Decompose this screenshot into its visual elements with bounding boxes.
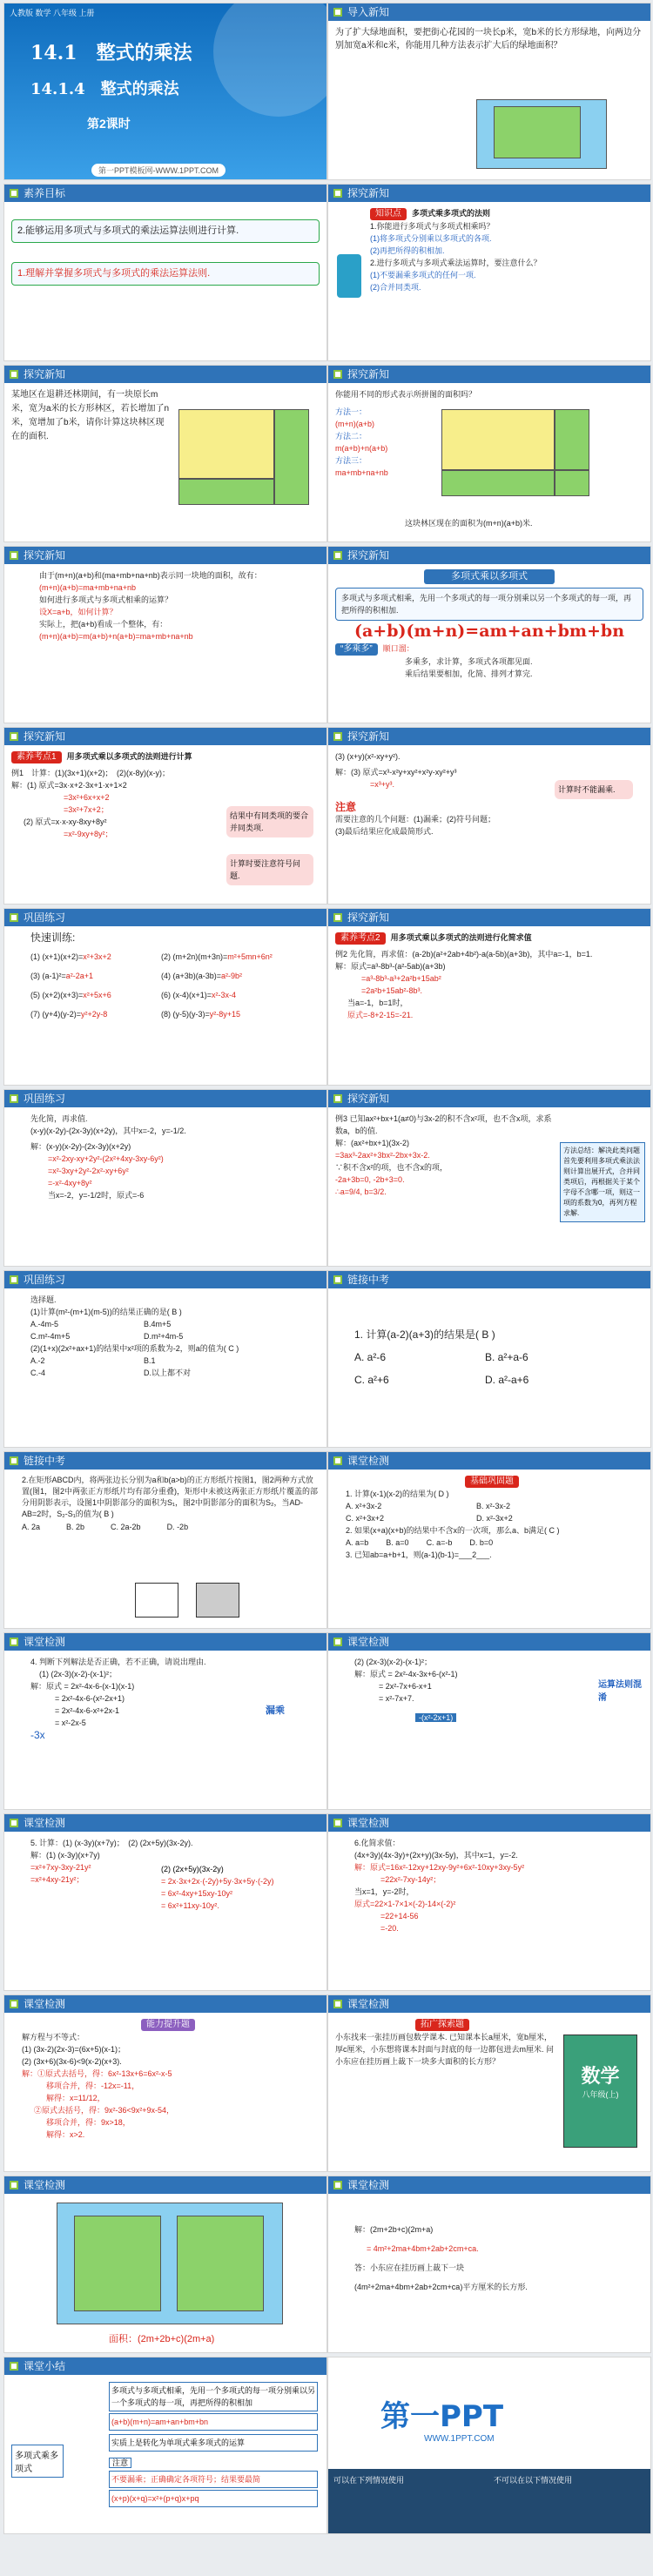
q2-option-c[interactable]: C.-4 [30, 1369, 46, 1377]
sol-line-1: 解：(x-y)(x-2y)-(2x-3y)(x+2y) [30, 1142, 131, 1151]
answer-1a: (1)将多项式分别乘以多项式的各项. [370, 234, 492, 243]
header-icon [10, 732, 18, 741]
slide-header: 巩固练习 [24, 911, 66, 924]
usage-forbidden: 不可以在以下情况使用 [494, 2476, 573, 2485]
sol-line-2: = 2x²-4x-6-(x²-2x+1) [55, 1694, 125, 1703]
slide-derivation[interactable] [3, 546, 327, 723]
method-2-label: 方法二： [335, 432, 367, 441]
deriv-substitution: 设X=a+b，如何计算？ [39, 608, 118, 616]
q2: (2) (m+2n)(m+3n)= [161, 952, 228, 961]
slide-header: 课堂检测 [347, 1455, 390, 1467]
tip-pill: “多乘多” [335, 643, 378, 656]
sol-line-3: 解得：x=11/12， [46, 2094, 105, 2102]
error-tag: 漏乘 [266, 1705, 285, 1716]
header-icon [333, 913, 342, 922]
summary-formula: (a+b)(m+n)=am+an+bm+bn [109, 2413, 318, 2431]
calc-prompt: 5. 计算：(1) (x-3y)(x+7y)； (2) (2x+5y)(3x-2y). [30, 1839, 193, 1847]
book-problem: 小东找来一张挂历画包数学课本. 已知课本长a厘米，宽b厘米，厚c厘米，小东想将课本封面与封底的每一边都包进去m厘米. 问小东应在挂历画上裁下一块多大面积的长方形？ [335, 2033, 554, 2066]
option-d[interactable]: D. a²-a+6 [485, 1374, 529, 1386]
sol-line-3: =x²+4xy-21y²； [30, 1875, 84, 1884]
brand-url[interactable]: WWW.1PPT.COM [424, 2434, 495, 2444]
slide-judge1[interactable] [3, 1632, 327, 1810]
sol-line-5: 当x=-2，y=-1/2时，原式=-6 [48, 1191, 145, 1200]
header-icon [333, 189, 342, 198]
sol-line-3: = 2x²-4x-6-x²+2x-1 [55, 1706, 120, 1715]
slide-exam1[interactable] [327, 1270, 651, 1448]
a4: a²-9b² [221, 972, 243, 980]
q1-option-a[interactable]: A.-4m-5 [30, 1320, 59, 1328]
slide-methods[interactable] [327, 365, 651, 542]
answer-line-1: 答：小东应在挂历画上裁下一块 [354, 2263, 465, 2272]
sol-line-5: 移项合并，得：9x>18， [46, 2118, 131, 2127]
sol-line-2: =x²-2xy-xy+2y²-(2x²+4xy-3xy-6y²) [48, 1154, 164, 1163]
method-3-formula: ma+mb+na+nb [335, 468, 388, 477]
sol-line-1: 解：①原式去括号，得：6x²-13x+6=6x²-x-5 [22, 2069, 172, 2078]
lesson-label: 第2课时 [87, 117, 131, 131]
slide-equation[interactable] [3, 1994, 327, 2172]
a2: m²+5mn+6n² [227, 952, 273, 961]
q4: (4) (a+3b)(a-3b)= [161, 972, 222, 980]
rule-title: 多项式乘以多项式 [424, 569, 555, 584]
sol-line-6: 解得：x>2. [46, 2130, 85, 2139]
area-nb [555, 470, 589, 496]
a5: x²+5x+6 [83, 991, 111, 999]
slide-example1-cont[interactable] [327, 727, 651, 905]
q1-option-b[interactable]: B.4m+5 [144, 1320, 172, 1328]
header-icon [10, 370, 18, 379]
slide-book-solution[interactable] [327, 2176, 651, 2353]
figure-1 [135, 1583, 178, 1618]
eq-part1: (1) (3x-2)(2x-3)=(6x+5)(x-1)； [22, 2045, 126, 2054]
a6: x²-3x-4 [212, 991, 237, 999]
sol-line-5: =x²-9xy+8y²； [64, 830, 113, 838]
example-prompt: 例2 先化简，再求值：(a-2b)(a²+2ab+4b²)-a(a-5b)(a+3b)，其中a=-1，b=1. [335, 950, 593, 958]
q8: (8) (y-5)(y-3)= [161, 1010, 210, 1019]
sol-line-3: ∵积不含x²的项，也不含x的项， [335, 1163, 448, 1172]
footer-url[interactable]: 第一PPT模板网-WWW.1PPT.COM [91, 164, 226, 177]
sol-line-4: (2) 原式=x·x-xy-8xy+8y² [24, 817, 107, 826]
slide-header: 探究新知 [24, 730, 66, 743]
option-a[interactable]: A. 2a [22, 1523, 41, 1531]
sol-line-2: 移项合并，得：-12x=-11， [46, 2082, 140, 2090]
slide-book-diagram[interactable] [3, 2176, 327, 2353]
practice-title: 快速训练: [30, 932, 76, 944]
q3: (3) (a-1)²= [30, 972, 66, 980]
chapter-title: 14.1 整式的乘法 [30, 42, 192, 64]
note-omit: 计算时不能漏乘. [555, 780, 633, 799]
sol-line-1: 解：原式=16x²-12xy+12xy-9y²+6x²-10xy+3xy-5y² [354, 1863, 525, 1872]
forest-original [178, 409, 274, 479]
q1-option-c[interactable]: C.m²-4m+5 [30, 1332, 71, 1341]
goal-1: 1.理解并掌握多项式与多项式的乘法运算法则. [11, 262, 320, 286]
judge-part1: (1) (2x-3)(x-2)-(x-1)²； [39, 1670, 117, 1678]
method-2-formula: m(a+b)+n(a+b) [335, 444, 388, 453]
decor-circle [213, 3, 327, 117]
a3: a²-2a+1 [65, 972, 94, 980]
sol-line-2: =x²+7xy-3xy-21y² [30, 1863, 91, 1872]
warning-1: 需要注意的几个问题：(1)漏乘；(2)符号问题； [335, 815, 496, 824]
slide-header: 课堂检测 [24, 1636, 66, 1648]
book-grade: 八年级(上) [582, 2090, 619, 2099]
slide-exam2[interactable] [3, 1451, 327, 1629]
sol-line-1: 解：(1) (x-3y)(x+7y) [30, 1851, 100, 1860]
slide-header: 导入新知 [347, 6, 390, 18]
sol-line-5: =22+14-56 [380, 1912, 419, 1920]
slide-header: 课堂检测 [347, 2179, 390, 2191]
sol-line-1: 解：原式=a³-8b³-(a²-5ab)(a+3b) [335, 962, 446, 971]
judge-prompt: 4. 判断下列解法是否正确，若不正确，请说出理由. [30, 1658, 206, 1666]
q2-a[interactable]: A. a=b [346, 1538, 369, 1547]
sol-line-1: 解：(2m+2b+c)(2m+a) [354, 2225, 434, 2234]
level-tag: 拓广探索题 [415, 2019, 469, 2031]
q2-c[interactable]: C. a=-b [426, 1538, 453, 1547]
q1: (1) (x+1)(x+2)= [30, 952, 84, 961]
slide-header: 素养目标 [24, 187, 66, 199]
header-icon [10, 1094, 18, 1103]
slide-header: 课堂检测 [24, 2179, 66, 2191]
correction: -(x²-2x+1) [415, 1713, 456, 1722]
figure-2 [196, 1583, 239, 1618]
header-icon [333, 1094, 342, 1103]
header-icon [333, 2000, 342, 2008]
sol-line-2: =22x²-7xy-14y²； [380, 1875, 441, 1884]
q5: (5) (x+2)(x+3)= [30, 991, 84, 999]
slide-book[interactable] [327, 1994, 651, 2172]
error-tag: 运算法则混淆 [598, 1680, 642, 1703]
deriv-question: 如何进行多项式与多项式相乘的运算？ [39, 595, 173, 604]
option-b[interactable]: B. 2b [66, 1523, 85, 1531]
q2: 2. 如果(x+a)(x+b)的结果中不含x的一次项，那么a、b满足( C ) [346, 1526, 560, 1535]
sol-line-4: ②原式去括号，得：9x²-36<9x²+9x-54， [34, 2106, 175, 2115]
part2-block [161, 1863, 322, 1912]
summary-root: 多项式乘多项式 [11, 2445, 64, 2478]
slide-header: 探究新知 [347, 1093, 390, 1105]
warning-label: 注意 [335, 801, 357, 813]
rule-text: 多项式与多项式相乘，先用一个多项式的每一项分别乘以另一个多项式的每一项，再把所得的积相加. [335, 588, 643, 621]
sol-line-4: (2) (2x+5y)(3x-2y) [161, 1865, 224, 1873]
tip-line-1: 多乘多，求计算，多项式各项都见面. [405, 657, 533, 666]
header-icon [333, 1819, 342, 1827]
slide-intro[interactable] [327, 3, 651, 180]
usage-allowed: 可以在下列情况使用 [333, 2476, 405, 2485]
header-icon [10, 189, 18, 198]
slide-example3[interactable] [327, 1089, 651, 1267]
slide-judge2[interactable] [327, 1632, 651, 1810]
sol-line-4: = x²-2x-5 [55, 1718, 86, 1727]
header-icon [333, 370, 342, 379]
tip-line-2: 乘后结果要相加，化简、排列才算完. [405, 669, 533, 678]
deriv-identity: (m+n)(a+b)=ma+mb+na+nb [39, 583, 137, 592]
deriv-line-5: 实际上，把(a+b)看成一个整体，有： [39, 620, 168, 629]
correction: -3x [30, 1729, 45, 1741]
sol-line-6: = 6x²-4xy+15xy-10y² [161, 1889, 233, 1898]
header-icon [333, 1638, 342, 1646]
answer-2a: (1)不要漏乘多项式的任何一项. [370, 271, 476, 279]
slide-title[interactable] [3, 3, 327, 180]
area-na [555, 409, 589, 470]
slide-example2[interactable] [327, 908, 651, 1086]
topic-title: 用多项式乘以多项式的法则进行化简求值 [390, 933, 532, 942]
summary-rule: 多项式与多项式相乘，先用一个多项式的每一项分别乘以另一个多项式的每一项，再把所得的积相加 [109, 2382, 318, 2411]
header-icon [10, 1819, 18, 1827]
slide-header: 探究新知 [347, 187, 390, 199]
answer-line-2: (4m²+2ma+4bm+2ab+2cm+ca)平方厘米的长方形. [354, 2283, 528, 2291]
a1: x²+3x+2 [83, 952, 111, 961]
example-prompt: 例3 已知ax²+bx+1(a≠0)与3x-2的积不含x²项，也不含x项，求系数a，b的值. [335, 1114, 552, 1135]
q2-b[interactable]: B. a=0 [386, 1538, 409, 1547]
part3-prompt: (3) (x+y)(x²-xy+y²). [335, 752, 401, 761]
exam-question: 2.在矩形ABCD内，将两张边长分别为a和b(a>b)的正方形纸片按图1，图2两种方式放置(图1，图2中两张正方形纸片均有部分重叠)，矩形中未被这两张正方形纸片覆盖的部分用阴影表示，设图1中阴影部分的面积为S₁，图2中阴影部分的面积为S₂，当AD-AB=2时，S₂-S₁的值为( B ) [22, 1476, 319, 1518]
sol-line-2: =3x²+6x+x+2 [64, 793, 110, 802]
slide-header: 课堂检测 [347, 1998, 390, 2010]
sol-line-3: = x²-7x+7. [379, 1694, 414, 1703]
calc-title: 6.化简求值： [354, 1839, 401, 1847]
sol-line-7: = 6x²+11xy-10y². [161, 1901, 219, 1910]
slide-header: 探究新知 [347, 730, 390, 743]
sol-line-4: 当a=-1，b=1时， [347, 999, 408, 1007]
note-combine: 结果中有同类项的要合并同类项. [226, 806, 313, 837]
sol-line-1: 解：原式 = 2x²-4x-3x+6-(x²-1) [354, 1670, 458, 1678]
header-icon [333, 732, 342, 741]
method-summary: 方法总结：解决此类问题首先要利用多项式乘法法则计算出展开式，合并同类项后，再根据关于某个字母不含哪一项，则这一项的系数为0，再列方程求解. [560, 1142, 645, 1222]
slide-rule[interactable] [327, 546, 651, 723]
sol-line-4: 原式=22×1-7×1×(-2)-14×(-2)² [354, 1900, 456, 1908]
slide-example1[interactable] [3, 727, 327, 905]
sol-line-5: = 2x·3x+2x·(-2y)+5y·3x+5y·(-2y) [161, 1877, 274, 1886]
forest-text: 某地区在退耕还林期间，有一块原长m米，宽为a米的长方形林区，若长增加了n米，宽增加了b米，请你计算这块林区现在的面积. [11, 390, 170, 441]
slide-header: 链接中考 [24, 1455, 66, 1467]
slide-header: 课堂检测 [347, 1817, 390, 1829]
answer-2b: (2)合并同类项. [370, 283, 421, 292]
intro-text: 为了扩大绿地面积，要把街心花园的一块长p米，宽b米的长方形绿地，向两边分别加宽a米和c米，你能用几种方法表示扩大后的绿地面积？ [335, 28, 642, 50]
part3-sol-2: =x³+y³. [370, 780, 395, 789]
sol-line-3: =2a²b+15ab²-8b³. [361, 986, 423, 995]
slide-end[interactable] [327, 2357, 651, 2534]
topic-pill: 素养考点1 [11, 751, 62, 763]
header-icon [10, 551, 18, 560]
cover-back [177, 2216, 264, 2311]
header-icon [10, 2362, 18, 2371]
part3-sol-1: 解：(3) 原式=x³-x²y+xy²+x²y-xy²+y³ [335, 768, 457, 777]
slide-goals[interactable] [3, 184, 327, 361]
sol-line-4: =-x²-4xy+8y² [48, 1179, 92, 1187]
example-prompt: 例1 计算：(1)(3x+1)(x+2)； (2)(x-8y)(x-y)； [11, 769, 171, 777]
area-mb [441, 470, 555, 496]
calc-prompt: (4x+3y)(4x-3y)+(2x+y)(3x-5y)，其中x=1，y=-2. [354, 1851, 518, 1860]
header-icon [10, 1275, 18, 1284]
slide-basic[interactable] [327, 1451, 651, 1629]
slide-header: 探究新知 [347, 911, 390, 924]
brand-logo: 第一PPT [380, 2399, 504, 2434]
simplify-prompt: (x-y)(x-2y)-(2x-3y)(x+2y)，其中x=-2，y=-1/2. [30, 1127, 186, 1135]
slide-header: 课堂检测 [24, 1817, 66, 1829]
sol-line-3: 当x=1，y=-2时， [354, 1887, 414, 1896]
sol-line-1: 解：(1) 原式=3x·x+2·3x+1·x+1×2 [11, 781, 127, 790]
q2-d[interactable]: D. b=0 [469, 1538, 494, 1547]
header-icon [333, 1456, 342, 1465]
cover-front [74, 2216, 161, 2311]
header-icon [333, 8, 342, 17]
answer-1b: (2)再把所得的积相加. [370, 246, 445, 255]
q2-option-d[interactable]: D.以上都不对 [144, 1369, 192, 1377]
slide-forest[interactable] [3, 365, 327, 542]
slide-header: 课堂检测 [347, 1636, 390, 1648]
header-icon [10, 1456, 18, 1465]
section-title: 14.1.4 整式的乘法 [30, 80, 179, 98]
sol-line-3: =3x²+7x+2； [64, 805, 109, 814]
sol-line-1: 解：(ax²+bx+1)(3x-2) [335, 1139, 410, 1147]
topic-pill: 素养考点2 [335, 932, 386, 945]
slide-header: 探究新知 [347, 368, 390, 380]
option-a[interactable]: A. a²-6 [354, 1351, 387, 1363]
knowledge-pill: 知识点 [370, 208, 407, 220]
slide-rule-intro[interactable] [327, 184, 651, 361]
exam-question: 1. 计算(a-2)(a+3)的结果是( B ) [354, 1328, 495, 1341]
choice-title: 选择题. [30, 1295, 57, 1304]
header-icon [10, 1638, 18, 1646]
warning-2: (3)最后结果应化成最简形式. [335, 827, 434, 836]
thinking-icon [337, 254, 361, 298]
slide-calc5[interactable] [3, 1813, 327, 1991]
q2-option-b[interactable]: B.1 [144, 1356, 156, 1365]
slide-header: 巩固练习 [24, 1093, 66, 1105]
q7: (7) (y+4)(y-2)= [30, 1010, 82, 1019]
q1-a[interactable]: A. x²+3x-2 [346, 1502, 382, 1510]
slide-summary[interactable] [3, 2357, 327, 2534]
summary-cautions: 不要漏乘；正确确定各项符号；结果要最简 [109, 2471, 318, 2488]
summary-special: (x+p)(x+q)=x²+(p+q)x+pq [109, 2490, 318, 2507]
q1-d[interactable]: D. x²-3x+2 [476, 1514, 513, 1523]
goal-2: 2.能够运用多项式与多项式的乘法运算法则进行计算. [11, 219, 320, 243]
question-2: 2.进行多项式与多项式乘法运算时，要注意什么？ [370, 259, 542, 267]
sol-line-2: = 2x²-7x+6-x+1 [379, 1682, 432, 1691]
slide-header: 课堂检测 [24, 1998, 66, 2010]
header-icon [333, 551, 342, 560]
choice-q2: (2)(1+x)(2x²+ax+1)的结果中x²项的系数为-2，则a的值为( C ) [30, 1344, 239, 1353]
slide-header: 探究新知 [24, 368, 66, 380]
header-icon [10, 913, 18, 922]
slide-header: 巩固练习 [24, 1274, 66, 1286]
option-c[interactable]: C. a²+6 [354, 1374, 389, 1386]
slide-header: 探究新知 [24, 549, 66, 562]
q1: 1. 计算(x-1)(x-2)的结果为( D ) [346, 1490, 449, 1498]
forest-extend-n [274, 409, 309, 505]
option-c[interactable]: C. 2a-2b [111, 1523, 141, 1531]
method-3-label: 方法三： [335, 456, 367, 465]
eq-part2: (2) (3x+6)(3x-6)<9(x-2)(x+3). [22, 2057, 122, 2066]
tip-label: 顺口溜： [382, 644, 414, 653]
sol-line-2: =3ax³-2ax²+3bx²-2bx+3x-2. [335, 1151, 430, 1160]
deriv-expansion: (m+n)(a+b)=m(a+b)+n(a+b)=ma+mb+na+nb [39, 632, 193, 641]
summary-essence: 实质上是转化为单项式乘多项式的运算 [109, 2434, 318, 2452]
q1-b[interactable]: B. x²-3x-2 [476, 1502, 511, 1510]
simplify-title: 先化简，再求值. [30, 1114, 88, 1123]
area-caption: 面积：(2m+2b+c)(2m+a) [109, 2334, 215, 2344]
sol-line-6: =-20. [380, 1924, 399, 1933]
methods-conclusion: 这块林区现在的面积为(m+n)(a+b)米. [405, 519, 533, 528]
book-tag: 人教版 数学 八年级 上册 [10, 9, 95, 17]
rule-formula: (a+b)(m+n)=am+an+bm+bn [353, 622, 625, 641]
sol-line-5: 原式=-8+2-15=-21. [347, 1011, 414, 1019]
book-title: 数学 [581, 2065, 620, 2087]
slide-practice[interactable] [3, 908, 327, 1086]
area-ma [441, 409, 555, 470]
deriv-line-1: 由于(m+n)(a+b)和(ma+mb+na+nb)表示同一块地的面积，故有： [39, 571, 262, 580]
q2-option-a[interactable]: A.-2 [30, 1356, 45, 1365]
sol-line-2: = 4m²+2ma+4bm+2ab+2cm+ca. [367, 2244, 479, 2253]
slide-header: 课堂小结 [24, 2360, 66, 2372]
level-tag: 基础巩固题 [465, 1476, 519, 1488]
method-1-formula: (m+n)(a+b) [335, 420, 375, 428]
header-icon [333, 2181, 342, 2189]
q1-option-d[interactable]: D.m²+4m-5 [144, 1332, 184, 1341]
slide-header: 探究新知 [347, 549, 390, 562]
method-1-label: 方法一： [335, 407, 367, 416]
topic-title: 用多项式乘以多项式的法则进行计算 [66, 752, 192, 761]
usage-bar [328, 2469, 650, 2533]
slide-simplify[interactable] [3, 1089, 327, 1267]
question-1: 1.你能进行多项式与多项式相乘吗？ [370, 222, 495, 231]
book-cover [563, 2035, 637, 2148]
header-icon [333, 1275, 342, 1284]
header-icon [10, 2000, 18, 2008]
a8: y²-8y+15 [209, 1010, 241, 1019]
slide-header: 链接中考 [347, 1274, 390, 1286]
sol-line-5: ∴a=9/4, b=3/2. [335, 1187, 387, 1196]
q3: 3. 已知ab=a+b+1，则(a-1)(b-1)=___2___. [346, 1550, 492, 1559]
a7: y²+2y-8 [81, 1010, 108, 1019]
option-b[interactable]: B. a²+a-6 [485, 1351, 528, 1363]
eq-title: 解方程与不等式： [22, 2033, 85, 2041]
summary-note-label: 注意 [109, 2458, 131, 2468]
judge-part2: (2) (2x-3)(x-2)-(x-1)²； [354, 1658, 432, 1666]
park-green [494, 106, 581, 158]
q1-c[interactable]: C. x²+3x+2 [346, 1514, 385, 1523]
slide-calc6[interactable] [327, 1813, 651, 1991]
sol-line-4: -2a+3b=0, -2b+3=0. [335, 1175, 405, 1184]
methods-question: 你能用不同的形式表示所拼图的面积吗？ [335, 390, 477, 399]
q6: (6) (x-4)(x+1)= [161, 991, 212, 999]
forest-extend-b [178, 479, 274, 505]
knowledge-title: 多项式乘多项式的法则 [412, 209, 491, 218]
note-sign: 计算时要注意符号问题. [226, 854, 313, 885]
header-icon [10, 2181, 18, 2189]
choice-q1: (1)计算(m²-(m+1)(m-5))的结果正确的是( B ) [30, 1308, 182, 1316]
option-d[interactable]: D. -2b [166, 1523, 189, 1531]
sol-line-2: =a³-8b³-a³+2a²b+15ab² [361, 974, 441, 983]
sol-line-3: =x²-3xy+2y²-2x²-xy+6y² [48, 1167, 129, 1175]
sol-line-1: 解：原式 = 2x²-4x-6-(x-1)(x-1) [30, 1682, 135, 1691]
slide-choice[interactable] [3, 1270, 327, 1448]
level-tag: 能力提升题 [141, 2019, 195, 2031]
